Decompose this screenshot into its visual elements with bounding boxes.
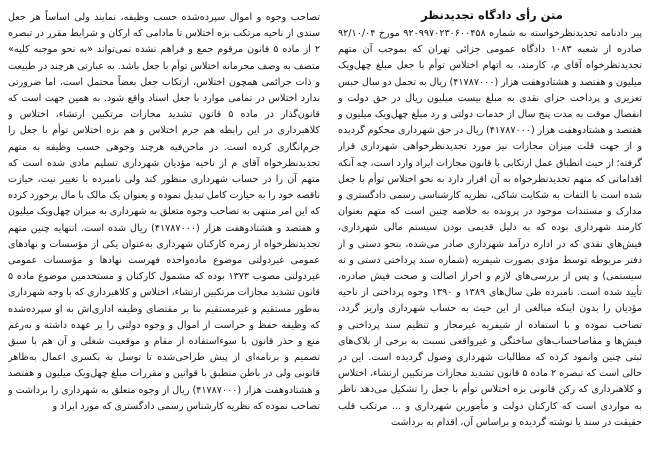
- document-title: متن رأی دادگاه تجدیدنظر: [421, 8, 563, 22]
- right-column-text: پیر دادنامه تجدیدنظرخواسته به شماره ۹۲۰۹۹۷۰۲۳۰۶۰۰۴۵۸ مورخ ۹۲/۱۰/۰۴ صادره از شعبه ۱۰۸۳ دادگاه عمومی جزائی تهران که بموجب آن متهم تجدیدنظرخواه آقای م، کارمند، به اتهام اختلاس توأم با جعل مبلغ چهل‌ویک میلیون و هفتصد و هشتادوهفت هزار (۴۱۷۸۷۰۰۰) ریال به تحمل دو سال حبس تعزیری و پرداخت جزای نقدی به مبلغ بیست میلیون ریال در حق دولت و انفصال موقت به مدت پنج سال از خدمات دولتی و رد مبلغ چهل‌ویک میلیون و هفتصد و هشتادوهفت هزار (۴۱۷۸۷۰۰۰) ریال در حق شهرداری محکوم گردیده و از جهت قلت میزان مجازات نیز مورد تجدیدنظرخواهی شهرداری قرار گرفته؛ از حیث انطباق عمل ارتکابی با قانون مجازات ایراد وارد است، چه آنکه اقداماتی که متهم تجدیدنظرخواه به آن اقرار دارد به نحو اختلاس توأم با جعل شده است با التفات به شکایت شاکی، نظریه کارشناسی رسمی دادگستری و مدارک و مستندات موجود در پرونده به خلاصه چنین است که متهم بعنوان کارمند شهرداری بوده که به دلیل قدیمی بودن سیستم مالی شهرداری، فیش‌های نقدی که در اداره درآمد شهرداری صادر می‌شده، بنحو دستی و از دفتر مربوطه توسط مؤدی بصورت شیفریه (شماره سند پرداختی دستی و نه سیستمی) و پس از بررسی‌های لازم و احراز اصالت و صحت فیش صادره، تأیید شده است. نامبرده طی سال‌های ۱۳۸۹ و ۱۳۹۰ وجوه پرداختی از ناحیه مؤدیان را بدون اینکه مبالغی از این حیث به حساب شهرداری واریز گردد، تصاحب نموده و با استفاده از شیفریه غیرمجاز و تنظیم سند پرداختی و فیش‌ها و مفاصاحساب‌های ساختگی و غیرواقعی نسبت به برخی از بلاک‌های ثبتی چنین وانمود کرده که مطالبات شهرداری وصول گردیده است. این در حالی است که تبصره ۲ ماده ۵ قانون تشدید مجازات مرتکبین ارتشاء، اختلاس و کلاهبرداری که رکن قانونی بزه اختلاس توأم با جعل را تشکیل می‌دهد ناظر به مواردی است که کارکنان دولت و مأمورین شهرداری و ... مرتکب قلب حقیقت در سند یا نوشته گردیده و براساس آن، اقدام به برداشت: [338, 28, 642, 428]
- left-column-text: تصاحب وجوه و اموال سپرده‌شده حسب وظیفه، نمایند ولی اساساً هر جعل سندی از ناحیه مرتکب بزه اختلاس تا مادامی که ارکان و شرایط مقرر در تبصره ۲ از ماده ۵ قانون مرقوم جمع و فراهم نشده نمی‌تواند «به نحو موجبه کلیه» متصف به وصف مجرمانه اختلاس توأم با جعل باشد. به عبارتی هرچند در طبیعت و ذات جرائمی همچون اختلاس، ارتکاب جعل بعضاً محتمل است، اما ضرورتی ندارد اختلاس در تمامی موارد با جعل اسناد واقع شود. به همین جهت است که قانون‌گذار در ماده ۵ قانون تشدید مجازات مرتکبین ارتشاء، اختلاس و کلاهبرداری در این رابطه هم جرم اختلاس و هم بزه اختلاس توأم با جعل را جرم‌انگاری کرده است. در ماحن‌فیه هرچند وجوهی حسب وظیفه به متهم تجدیدنظرخواه آقای م از ناحیه مؤدیان شهرداری تسلیم مادی شده است که متهم آن را در حساب شهرداری منظور کند ولی نامبرده با تغییر نیت، حیازت ناقصه خود را به حیازت کامل تبدیل نموده و بعنوان یک مالک با مال برخورد کرده که این امر منتهی به تصاحب وجوه متعلق به شهرداری به میزان چهل‌ویک میلیون و هفتصد و هشتادوهفت هزار (۴۱۷۸۷۰۰۰) ریال شده است. انتهایه چنین متهم تجدیدنظرخواه از زمره کارکنان شهرداری به‌عنوان یکی از مؤسسات و نهادهای عمومی غیردولتی موضوع ماده‌واحده فهرست نهادها و مؤسسات عمومی غیردولتی مصوب ۱۳۷۳ بوده که مشمول کارکنان و مستخدمین موضوع ماده ۵ قانون تشدید مجازات مرتکبین ارتشاء، اختلاس و کلاهبرداری که با وجه شهرداری به‌طور مستقیم و غیرمستقیم بنا بر مقتضای وظیفه اداری‌اش به او سپرده‌شده که وظیفه حفظ و حراست از اموال و وجوه دولتی را بر عهده داشته و به‌رغم منع و حذر قانون با سوءاستفاده از مقام و موقعیت شغلی و آن هم با سبق تصمیم و برنامه‌ای از پیش طراحی‌شده تا توسل به بکسری اعمال به‌ظاهر قانونی ولی در باطن منطبق با قوانین و مقررات مبلغ چهل‌ویک میلیون و هفتصد و هشتادوهفت هزار (۴۱۷۸۷۰۰۰) ریال از وجوه متعلق به شهرداری را برداشت و تصاحب نموده که نظریه کارشناس رسمی دادگستری که مورد ایراد و: [8, 12, 320, 412]
